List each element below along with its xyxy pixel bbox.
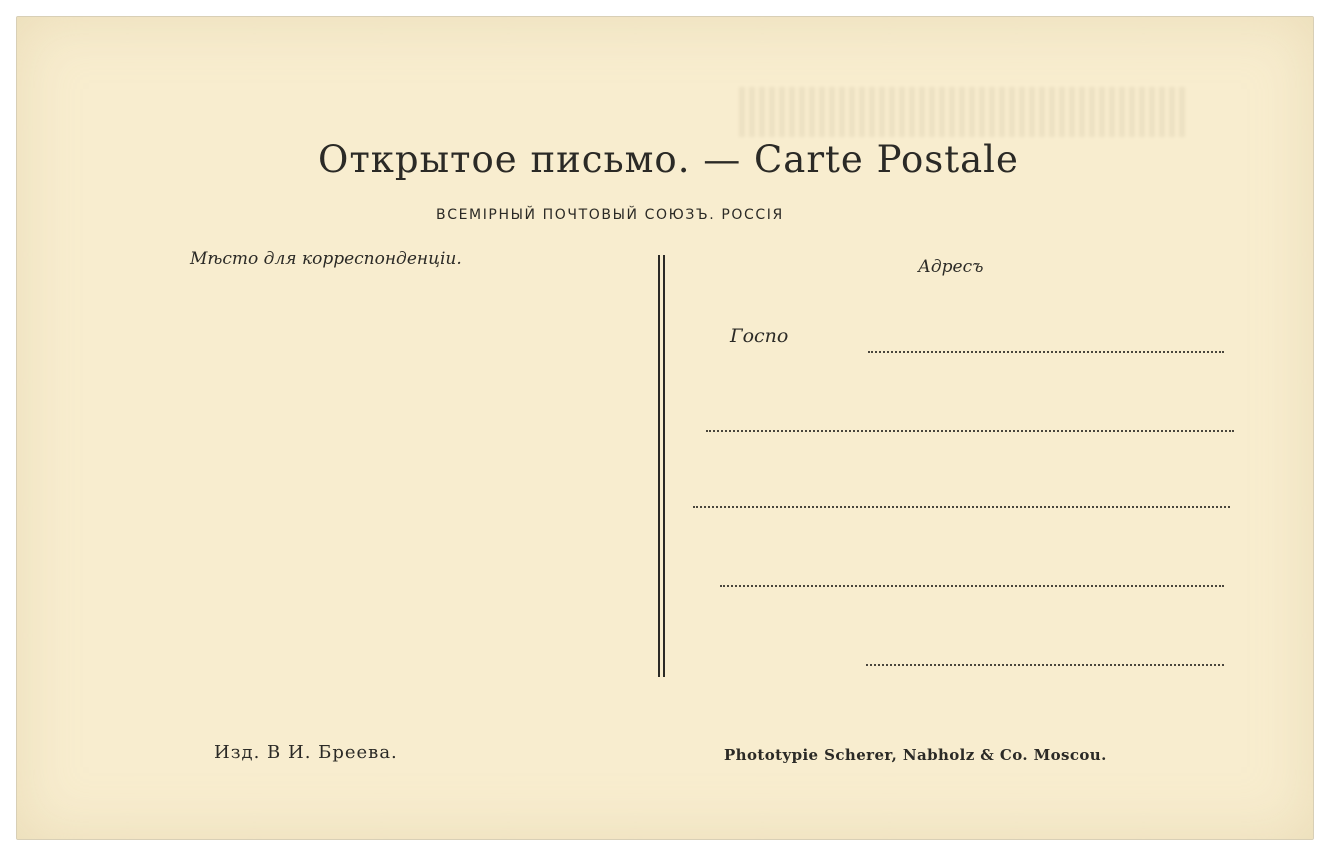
address-line-5 [866,664,1224,666]
address-line-1 [868,351,1224,353]
publisher-imprint: Изд. В И. Бреева. [214,742,398,763]
center-divider [658,255,665,677]
postcard-title: Открытое письмо. — Carte Postale [318,138,1019,181]
correspondence-label: Мѣсто для корреспонденціи. [190,249,462,269]
salutation-label: Госпо [730,325,789,347]
address-line-4 [720,585,1224,587]
address-line-2 [706,430,1234,432]
show-through-ghost-text [739,87,1189,137]
address-line-3 [693,506,1230,508]
address-label: Адресъ [918,257,984,277]
postal-union-subtitle: ВСЕМІРНЫЙ ПОЧТОВЫЙ СОЮЗЪ. РОССІЯ [436,207,784,223]
printer-imprint: Phototypie Scherer, Nabholz & Co. Moscou. [724,746,1107,764]
